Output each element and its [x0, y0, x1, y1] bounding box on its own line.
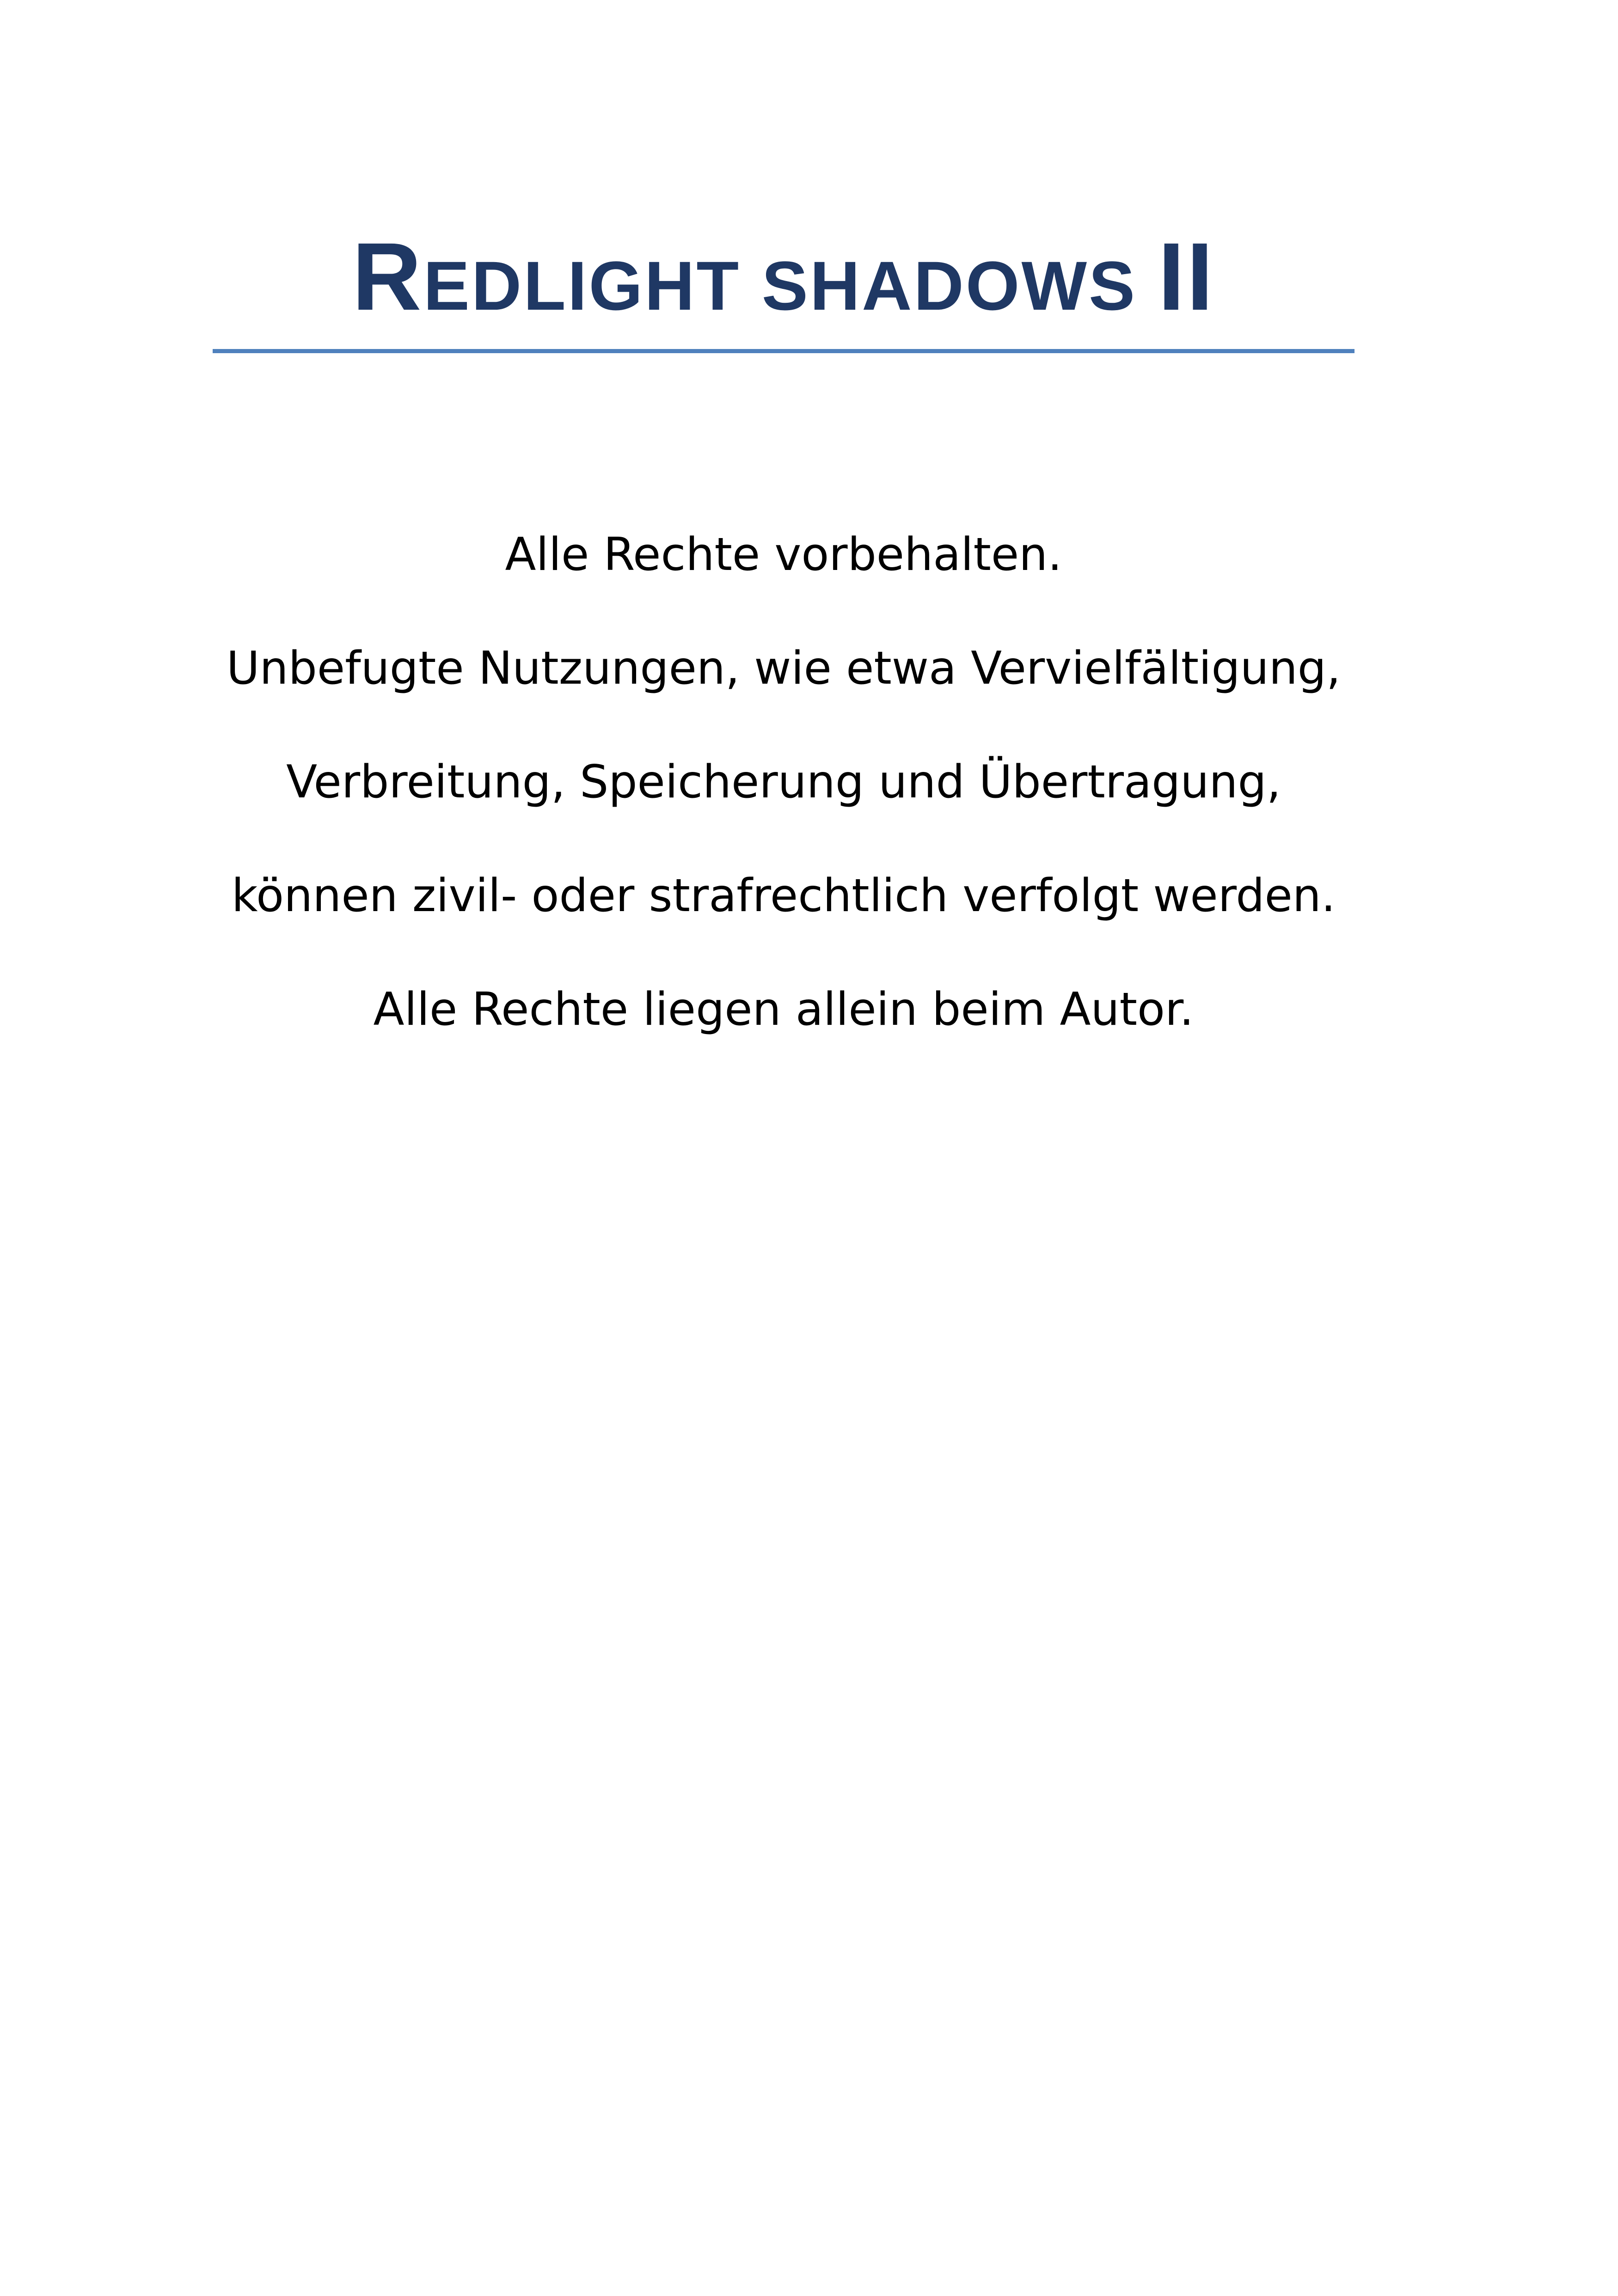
copyright-line: Verbreitung, Speicherung und Übertragung,: [286, 756, 1281, 808]
title-underline-rule: [213, 349, 1354, 353]
copyright-line: Alle Rechte vorbehalten.: [505, 528, 1062, 581]
copyright-line: können zivil- oder strafrechtlich verfolgt werden.: [231, 869, 1336, 922]
title-word-1-rest: EDLIGHT: [423, 247, 741, 325]
copyright-notice: [213, 522, 1354, 1091]
document-title: [213, 223, 1354, 331]
title-numeral: II: [1158, 223, 1215, 331]
title-initial: R: [352, 223, 423, 331]
copyright-line: Alle Rechte liegen allein beim Autor.: [373, 983, 1194, 1036]
title-word-2: SHADOWS: [761, 247, 1137, 325]
copyright-line: Unbefugte Nutzungen, wie etwa Vervielfältigung,: [226, 642, 1341, 695]
